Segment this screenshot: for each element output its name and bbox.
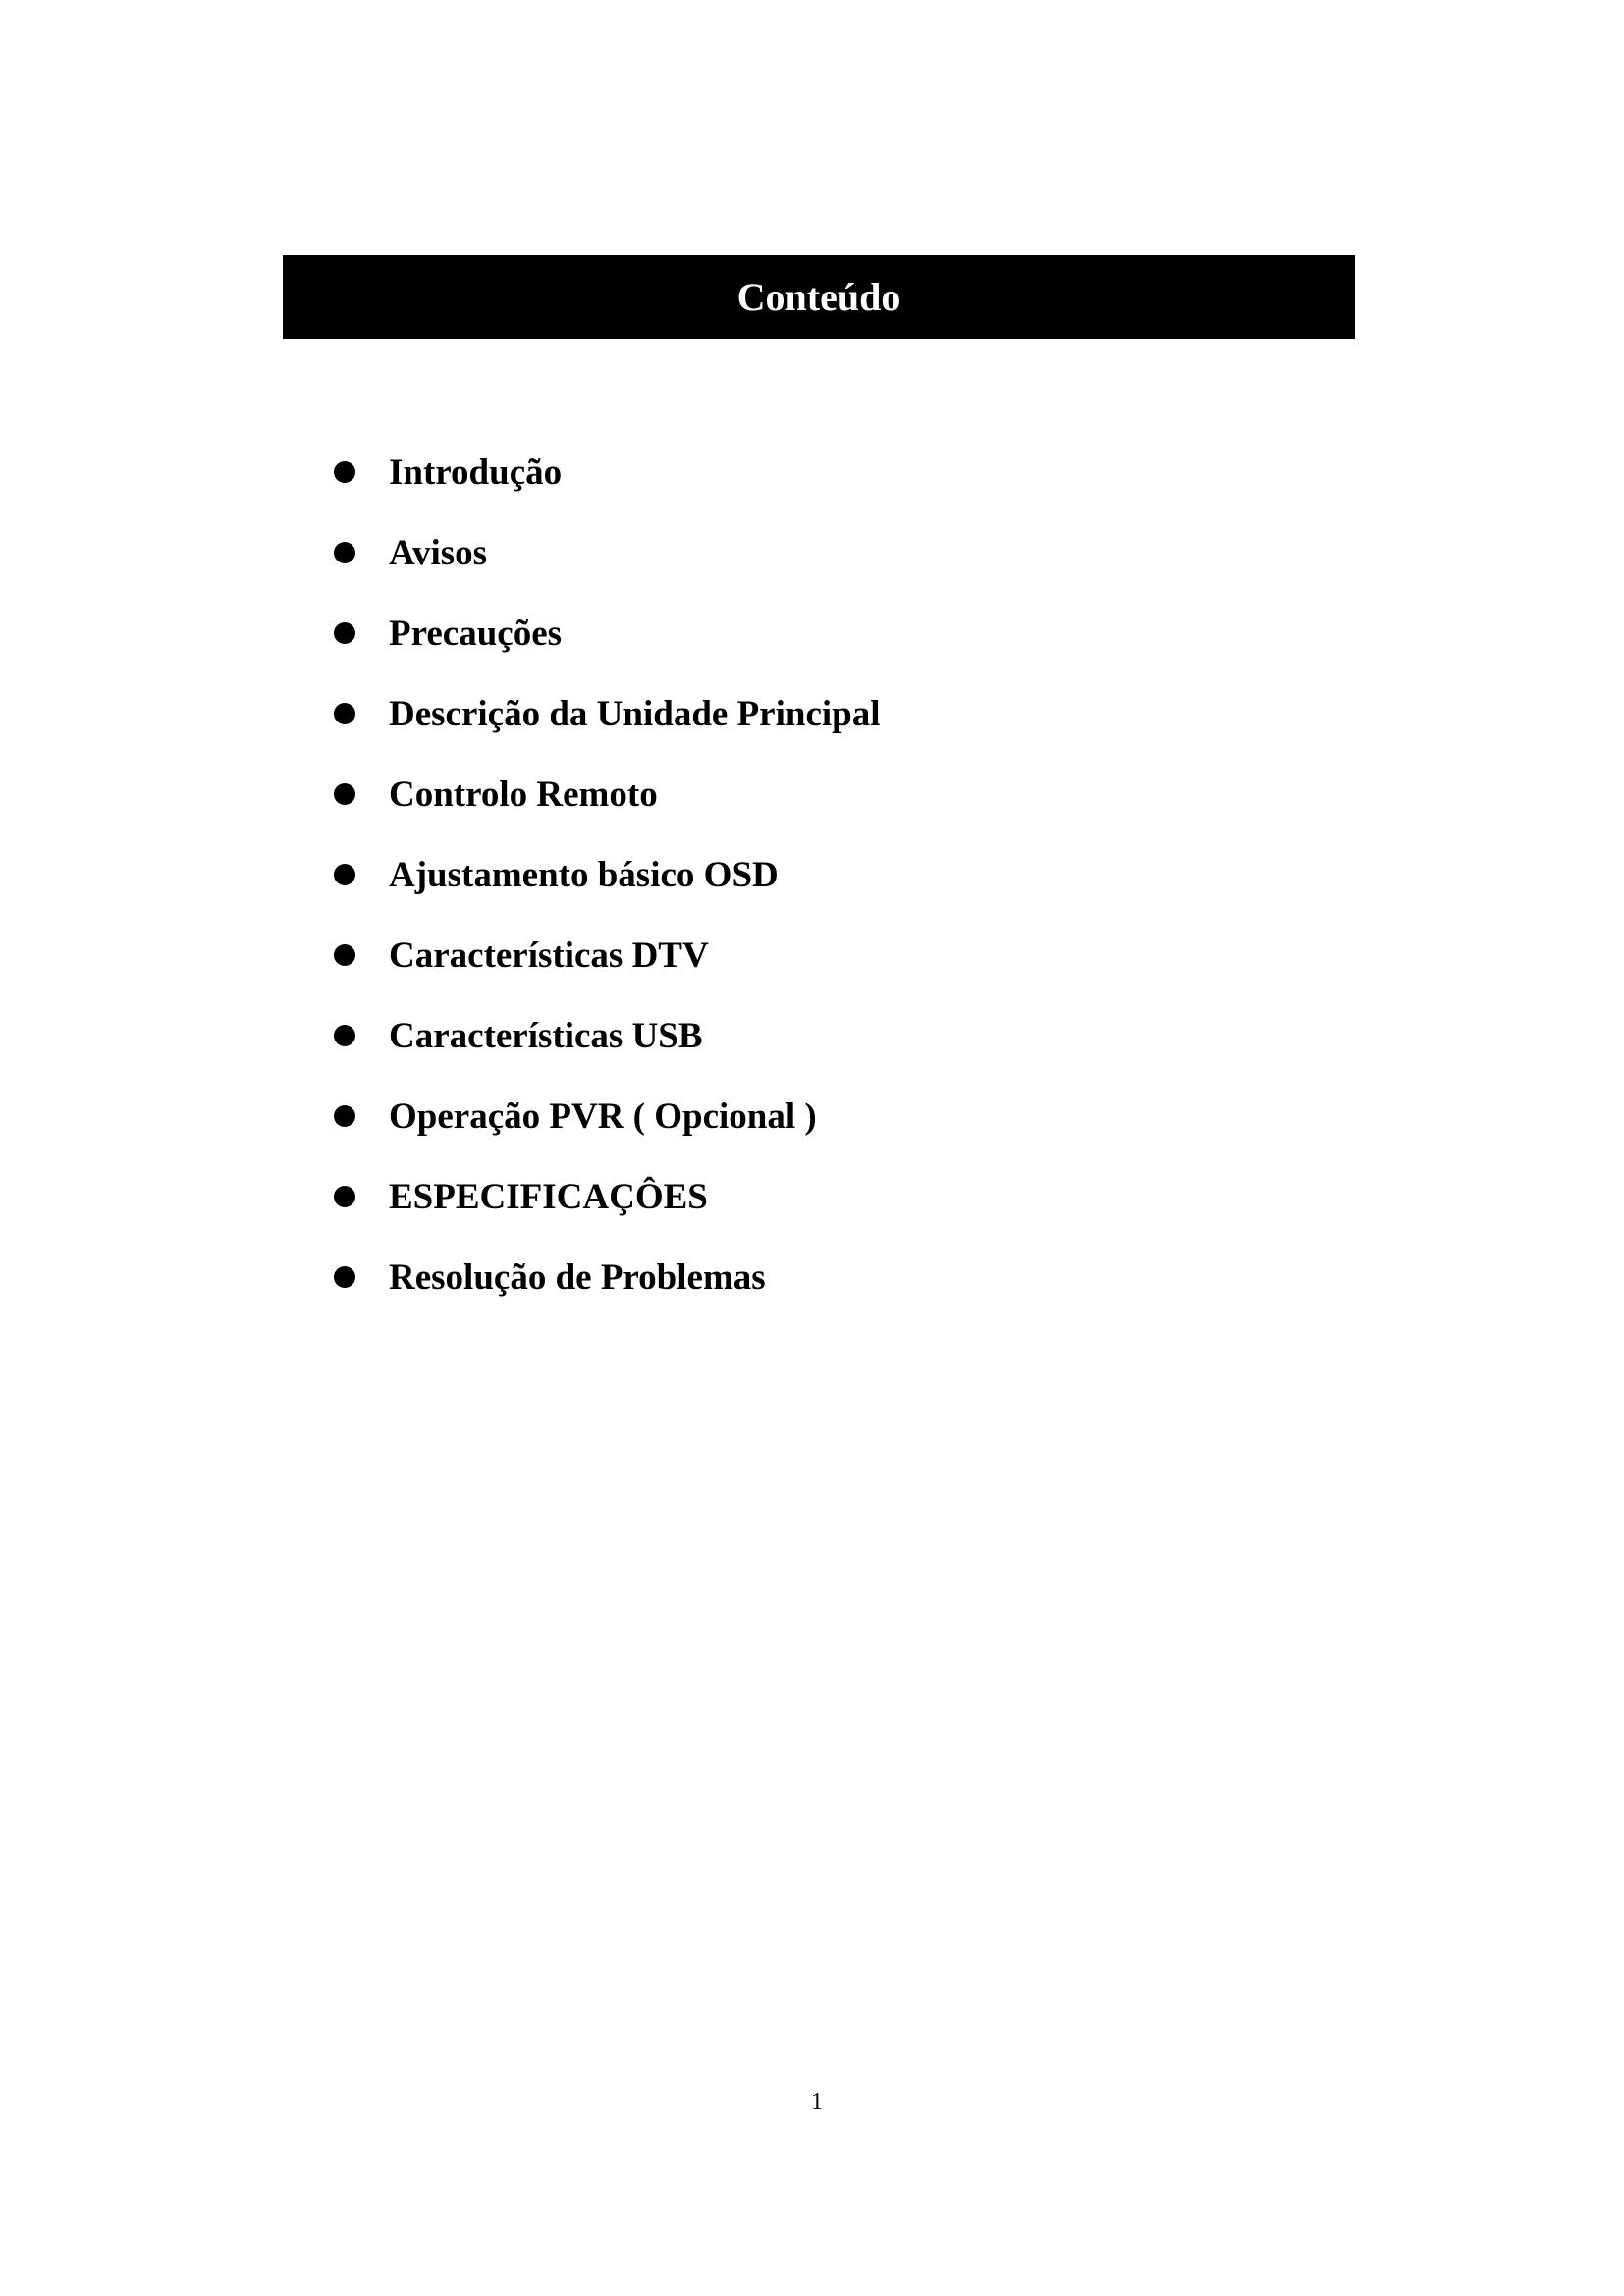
list-item <box>334 673 881 754</box>
list-item <box>334 432 881 512</box>
list-item <box>334 512 881 593</box>
toc-entry-label: Introdução <box>389 452 563 493</box>
bullet-icon <box>334 622 355 644</box>
toc-entry-label: Descrição da Unidade Principal <box>389 693 881 734</box>
table-of-contents <box>334 432 881 1317</box>
toc-entry-label: Operação PVR ( Opcional ) <box>389 1095 817 1137</box>
page-number: 1 <box>811 2089 823 2114</box>
bullet-icon <box>334 1266 355 1288</box>
list-item <box>334 1237 881 1317</box>
list-item <box>334 834 881 915</box>
page-title: Conteúdo <box>736 274 901 319</box>
toc-entry-label: Controlo Remoto <box>389 774 658 815</box>
list-item <box>334 915 881 995</box>
toc-entry-label: Características USB <box>389 1015 703 1056</box>
toc-entry-label: Resolução de Problemas <box>389 1256 766 1298</box>
toc-entry-label: Precauções <box>389 613 563 654</box>
toc-entry-label: Avisos <box>389 532 488 573</box>
bullet-icon <box>334 1105 355 1127</box>
list-item <box>334 1076 881 1156</box>
bullet-icon <box>334 703 355 724</box>
list-item <box>334 995 881 1076</box>
list-item <box>334 754 881 834</box>
toc-entry-label: ESPECIFICAÇÔES <box>389 1176 708 1217</box>
list-item <box>334 1156 881 1237</box>
bullet-icon <box>334 1025 355 1046</box>
bullet-icon <box>334 944 355 966</box>
bullet-icon <box>334 461 355 483</box>
toc-entry-label: Características DTV <box>389 934 709 976</box>
bullet-icon <box>334 542 355 563</box>
bullet-icon <box>334 864 355 885</box>
toc-entry-label: Ajustamento básico OSD <box>389 854 779 895</box>
list-item <box>334 593 881 673</box>
bullet-icon <box>334 783 355 805</box>
title-banner <box>283 255 1355 339</box>
bullet-icon <box>334 1186 355 1207</box>
